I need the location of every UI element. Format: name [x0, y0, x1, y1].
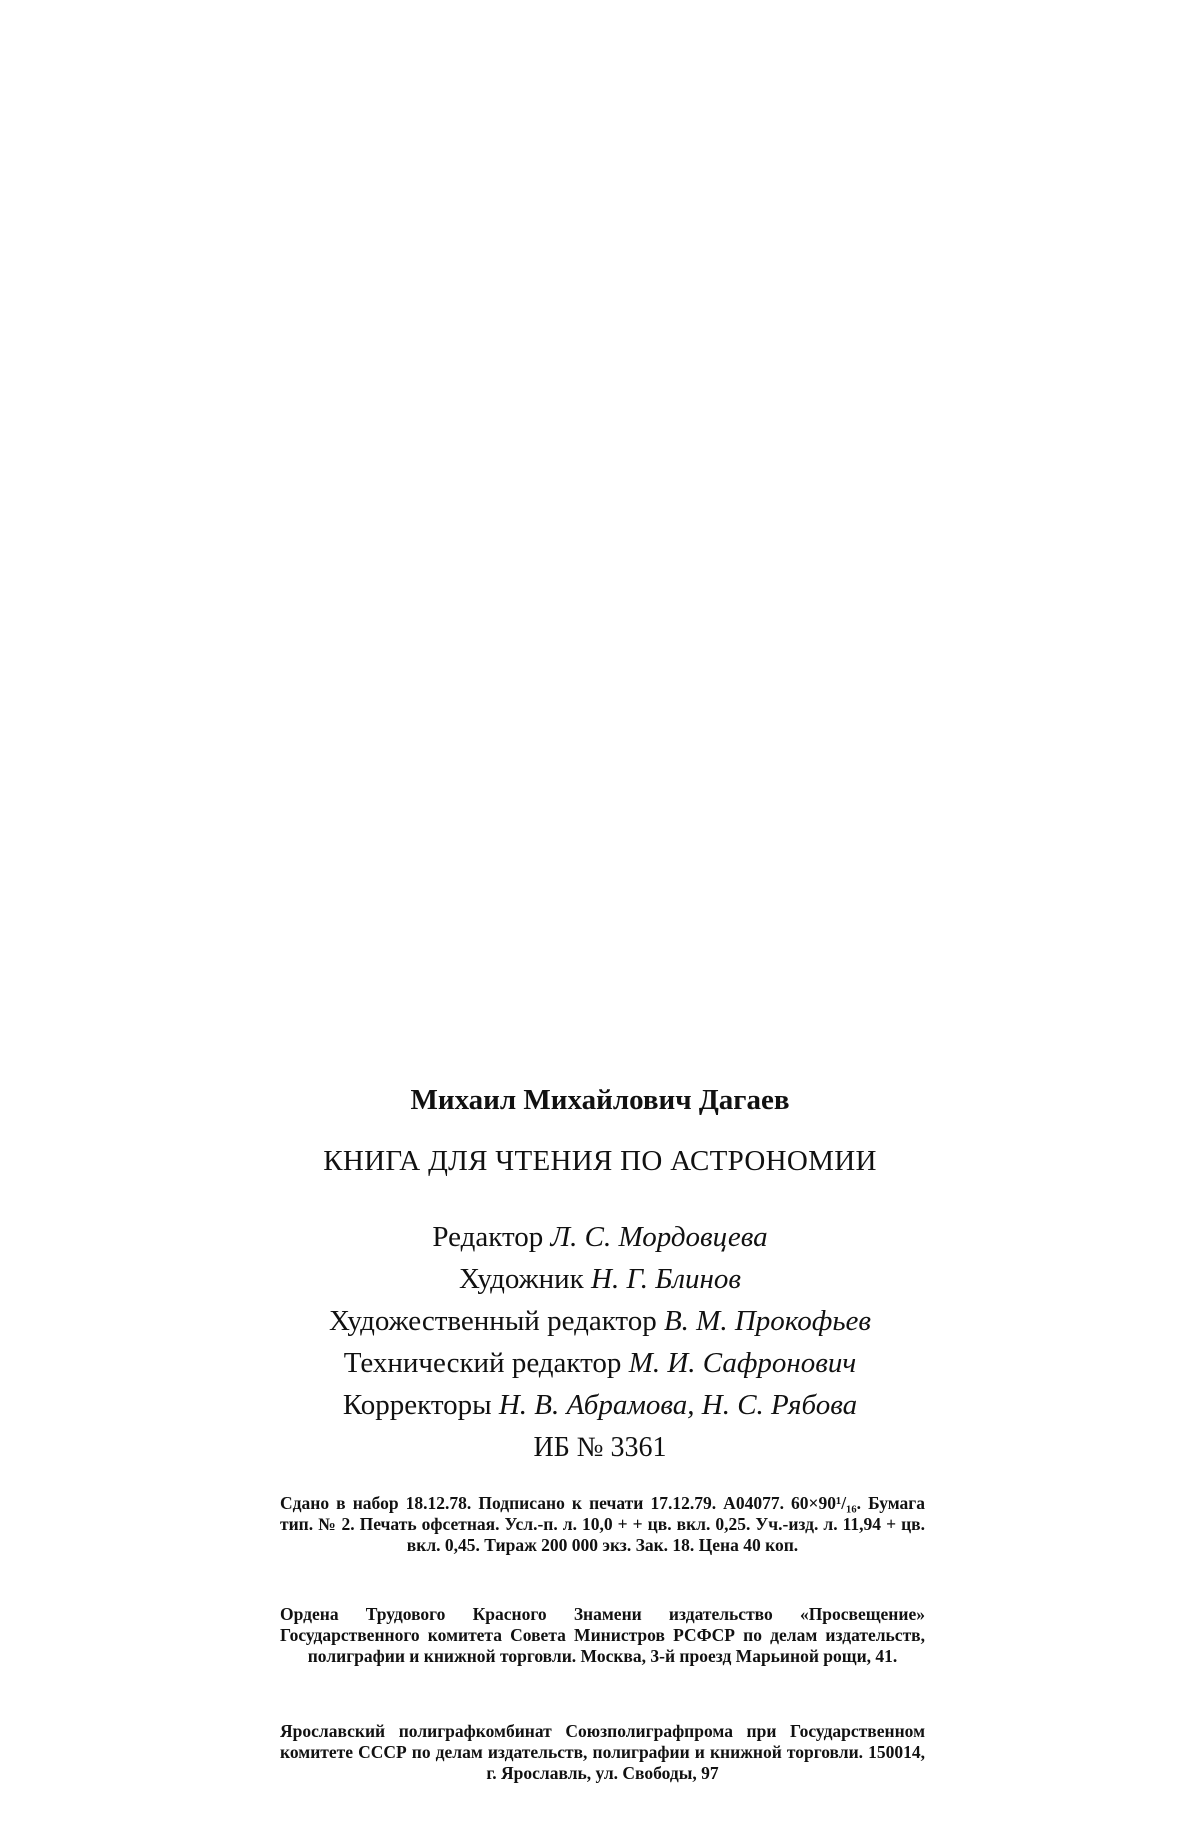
credits-block — [0, 1216, 1200, 1426]
ib-number: ИБ № 3361 — [533, 1432, 667, 1463]
publisher-info: Ордена Трудового Красного Знамени издательство «Просвещение» Государственного комитета Совета Министров РСФСР по делам издательств, полиграфии и книжной торговли. Москва, 3-й проезд Марьиной рощи, 41. — [280, 1604, 925, 1666]
credit-name: Н. Г. Блинов — [591, 1263, 741, 1295]
imprint-details: Сдано в набор 18.12.78. Подписано к печати 17.12.79. А04077. 60×90¹/₁₆. Бумага тип. № 2. Печать офсетная. Усл.-п. л. 10,0 + + цв. вкл. 0,25. Уч.-изд. л. 11,94 + цв. вкл. 0,45. Тираж 200 000 экз. Зак. 18. Цена 40 коп. — [280, 1493, 925, 1555]
credit-role: Художник — [459, 1263, 584, 1295]
credit-editor — [0, 1216, 1200, 1258]
author-name: Михаил Михайлович Дагаев — [410, 1084, 790, 1116]
credit-role: Художественный редактор — [329, 1305, 657, 1337]
credit-name: Л. С. Мордовцева — [550, 1221, 768, 1253]
printer-info: Ярославский полиграфкомбинат Союзполиграфпрома при Государственном комитете СССР по делам издательств, полиграфии и книжной торговли. 150014, г. Ярославль, ул. Свободы, 97 — [280, 1721, 925, 1783]
book-title: КНИГА ДЛЯ ЧТЕНИЯ ПО АСТРОНОМИИ — [323, 1145, 877, 1177]
credit-proofreaders — [0, 1384, 1200, 1426]
credit-role: Технический редактор — [343, 1347, 622, 1379]
credit-technical-editor — [0, 1342, 1200, 1384]
credit-role: Корректоры — [342, 1389, 492, 1421]
credit-role: Редактор — [432, 1221, 544, 1253]
credit-name: М. И. Сафронович — [628, 1347, 857, 1379]
credit-name: В. М. Прокофьев — [663, 1305, 871, 1337]
credit-artist — [0, 1258, 1200, 1300]
credit-name: Н. В. Абрамова, Н. С. Рябова — [498, 1389, 858, 1421]
credit-art-editor — [0, 1300, 1200, 1342]
